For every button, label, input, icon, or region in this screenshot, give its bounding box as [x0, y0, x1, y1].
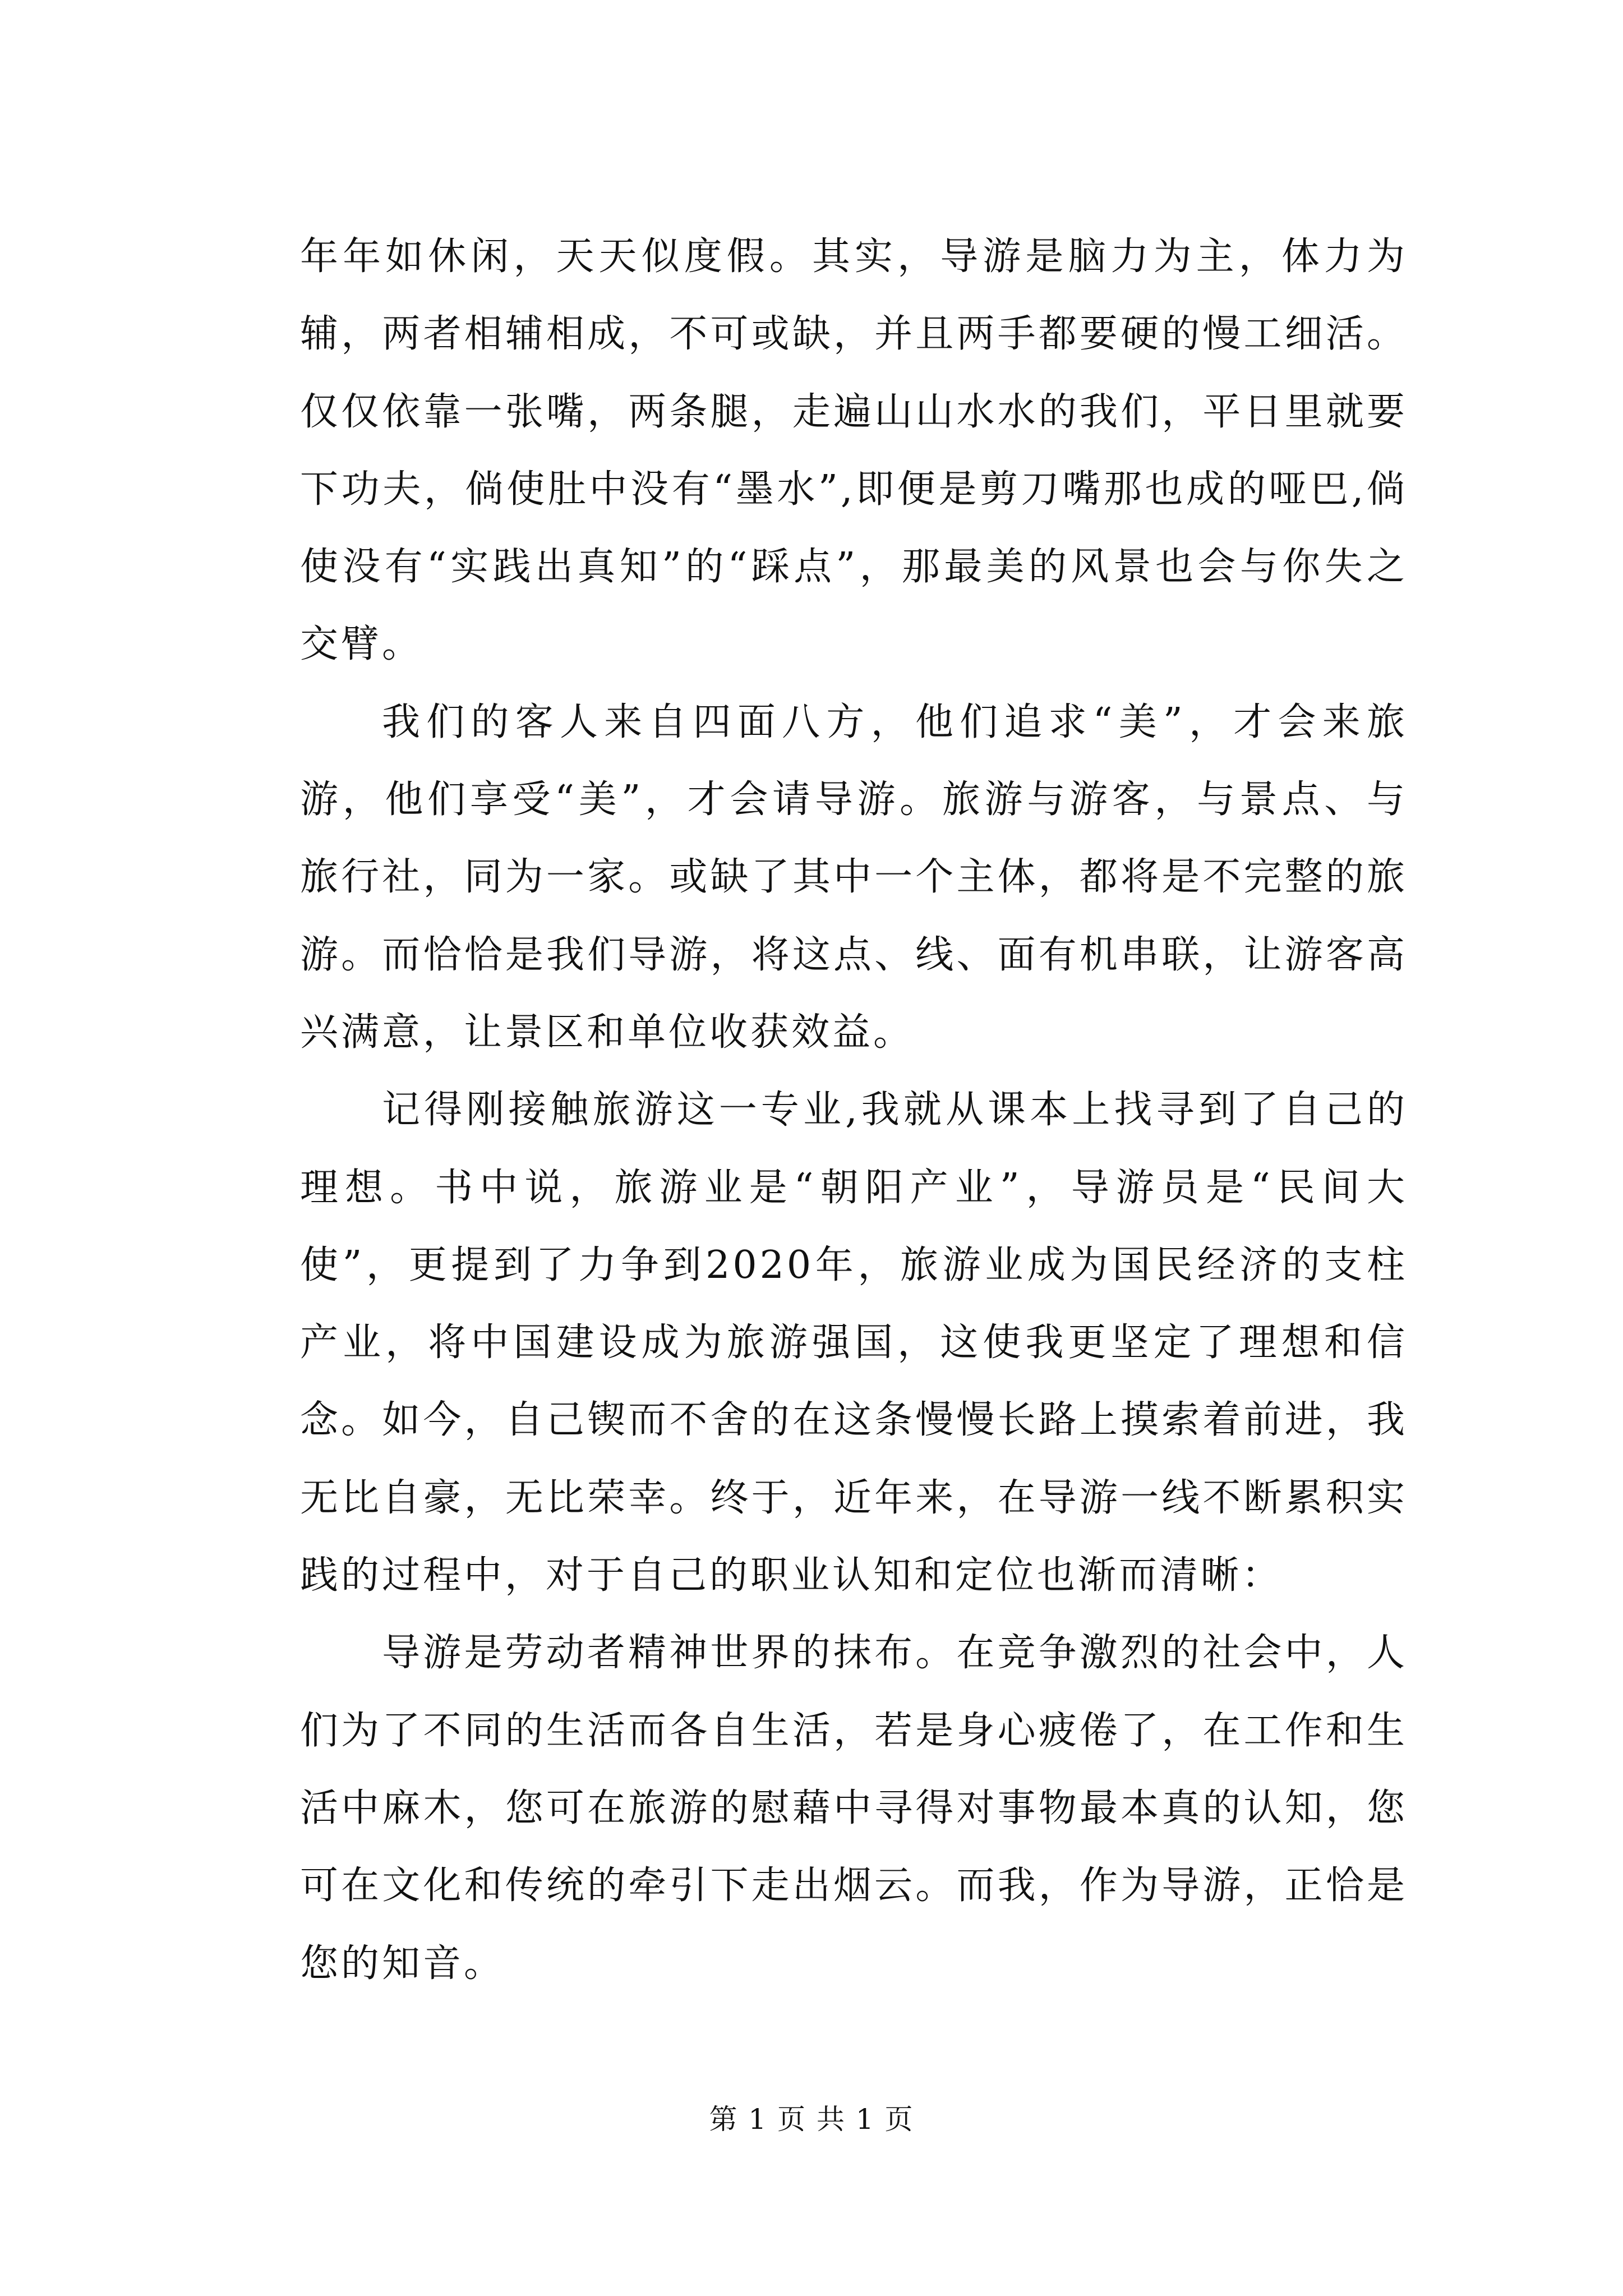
paragraph-1: 年年如休闲，天天似度假。其实，导游是脑力为主，体力为辅，两者相辅相成，不可或缺，并且两手都要硬的慢工细活。仅仅依靠一张嘴，两条腿，走遍山山水水的我们，平日里就要下功夫，倘使肚中没有“墨水”,即便是剪刀嘴那也成的哑巴,倘使没有“实践出真知”的“踩点”，那最美的风景也会与你失之交臂。: [300, 234, 1408, 667]
paragraph-3: 记得刚接触旅游这一专业,我就从课本上找寻到了自己的理想。书中说，旅游业是“朝阳产业”，导游员是“民间大使”，更提到了力争到2020年，旅游业成为国民经济的支柱产业，将中国建设成为旅游强国，这使我更坚定了理想和信念。如今，自己锲而不舍的在这条慢慢长路上摸索着前进，我无比自豪，无比荣幸。终于，近年来，在导游一线不断累积实践的过程中，对于自己的职业认知和定位也渐而清晰：: [300, 1088, 1408, 1598]
page-number-footer: 第 1 页 共 1 页: [709, 2103, 914, 2136]
paragraph-2: 我们的客人来自四面八方，他们追求“美”，才会来旅游，他们享受“美”，才会请导游。旅游与游客，与景点、与旅行社，同为一家。或缺了其中一个主体，都将是不完整的旅游。而恰恰是我们导游，将这点、线、面有机串联，让游客高兴满意，让景区和单位收获效益。: [300, 700, 1408, 1055]
document-body: [300, 218, 1408, 2003]
paragraph-4: 导游是劳动者精神世界的抹布。在竞争激烈的社会中，人们为了不同的生活而各自生活，若是身心疲倦了，在工作和生活中麻木，您可在旅游的慰藉中寻得对事物最本真的认知，您可在文化和传统的牵引下走出烟云。而我，作为导游，正恰是您的知音。: [300, 1631, 1408, 1986]
